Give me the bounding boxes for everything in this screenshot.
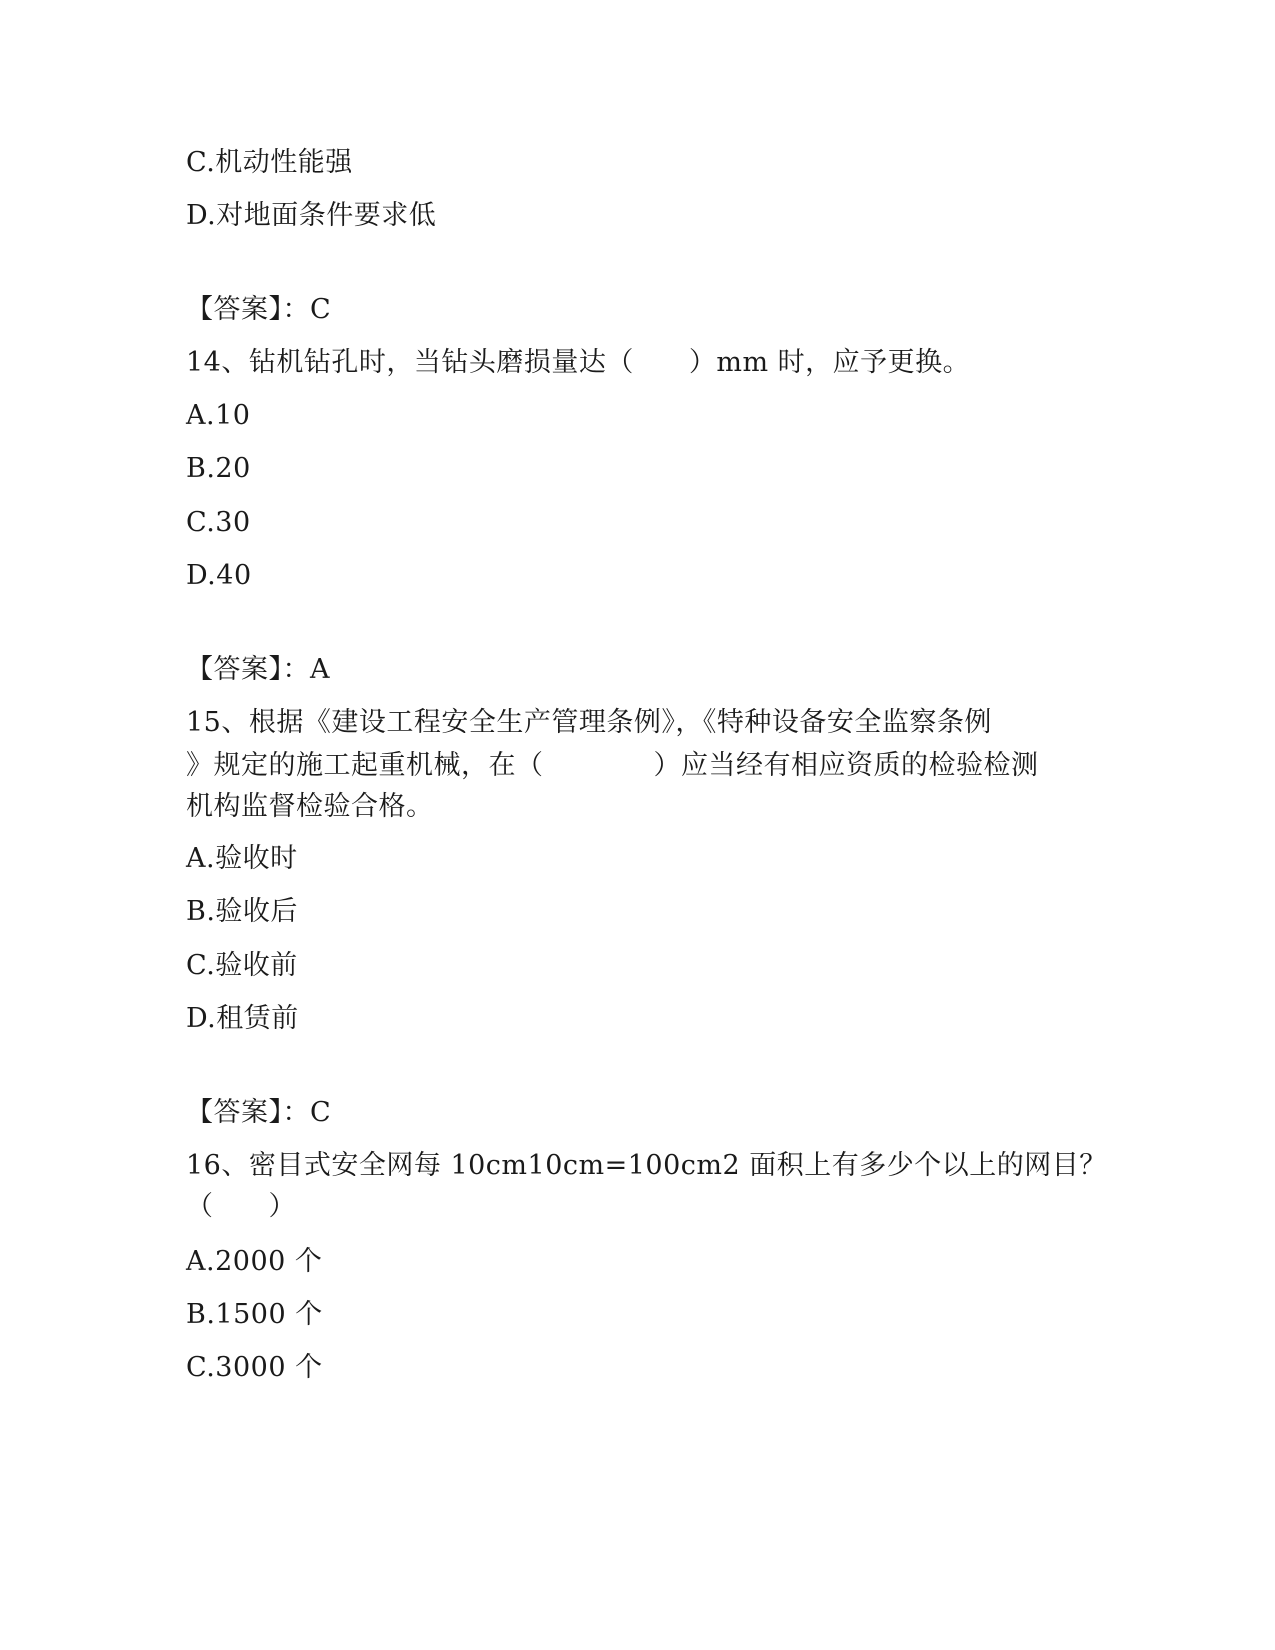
question-line: 16、密目式安全网每 10cm10cm=100cm2 面积上有多少个以上的网目？ (186, 1150, 1107, 1181)
question-line: 机构监督检验合格。 (186, 791, 434, 822)
answer-line: 【答案】：C (186, 294, 332, 325)
answer-line: 【答案】：A (186, 654, 330, 685)
option-line: A.10 (186, 400, 251, 431)
option-line: A.验收时 (186, 843, 298, 874)
option-line: D.40 (186, 560, 252, 591)
option-line: C.验收前 (186, 950, 298, 981)
option-line: B.20 (186, 453, 251, 484)
option-line: D.对地面条件要求低 (186, 200, 437, 231)
question-line: 14、钻机钻孔时，当钻头磨损量达（ ）mm 时，应予更换。 (186, 347, 971, 378)
question-line: 15、根据《建设工程安全生产管理条例》，《特种设备安全监察条例 (186, 707, 992, 738)
option-line: C.30 (186, 507, 251, 538)
option-line: B.1500 个 (186, 1299, 323, 1330)
question-line: 》规定的施工起重机械，在（ ）应当经有相应资质的检验检测 (186, 750, 1039, 781)
option-line: C.机动性能强 (186, 147, 353, 178)
question-line: （ ） (186, 1191, 296, 1222)
option-line: A.2000 个 (186, 1246, 323, 1277)
option-line: B.验收后 (186, 896, 298, 927)
option-line: C.3000 个 (186, 1352, 323, 1383)
option-line: D.租赁前 (186, 1003, 299, 1034)
answer-line: 【答案】：C (186, 1097, 332, 1128)
